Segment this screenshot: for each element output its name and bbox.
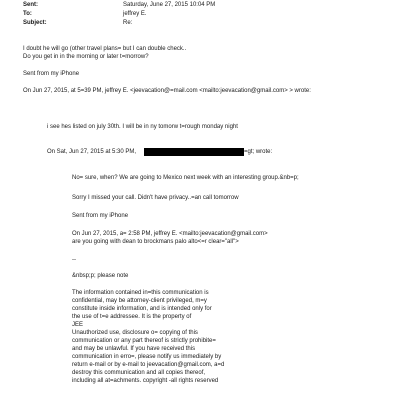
quote-header-2 — [47, 149, 136, 156]
disclaimer-line: communication or any part thereof is strictly prohibite= — [72, 338, 216, 344]
quote-header-3b: are you going with dean to brockmans palo alto<=r clear="all"> — [72, 239, 239, 245]
to-label: To: — [23, 11, 32, 17]
to-value: jeffrey E. — [123, 11, 147, 17]
disclaimer-line: communication in erro=, please notify us immediately by — [72, 354, 222, 360]
disclaimer-line: constitute inside information, and is intended only for — [72, 306, 212, 312]
header-to-row — [23, 11, 383, 19]
disclaimer-line: JEE — [72, 322, 84, 328]
disclaimer-line: The information contained in=this communication is — [72, 290, 209, 296]
quote-header-2-suffix: =gt; wrote: — [244, 149, 273, 155]
quoted-text-2a: No= sure, when? We are going to Mexico next week with an interesting group.&nb=p; — [72, 175, 299, 181]
quoted-text-1: i see hes listed on july 30th. I will be in ny tomorw t=rough monday night — [47, 124, 238, 130]
sent-value: Saturday, June 27, 2015 10:04 PM — [123, 2, 216, 8]
reply-line-2: Do you get in in the morning or later t=morrow? — [23, 54, 149, 60]
quoted-text-2b: Sorry I missed your call. Didn't have privacy..=an call tomorrow — [72, 195, 239, 201]
subject-value: Re: — [123, 20, 133, 26]
disclaimer-line: return e-mail or by e-mail to jeevacation@gmail.com, a=d — [72, 362, 225, 368]
reply-line-1: I doubt he will go (other travel plans= but I can double check.. — [23, 46, 187, 52]
subject-label: Subject: — [23, 20, 47, 26]
quoted-signature: Sent from my iPhone — [72, 213, 129, 219]
separator-dashes: -- — [72, 257, 76, 263]
disclaimer-line: and may be unlawful. If you have received this — [72, 346, 196, 352]
disclaimer-line: destroy this communication and all copies thereof, — [72, 370, 206, 376]
header-subject-row — [23, 20, 383, 28]
please-note: &nbsp;p; please note — [72, 273, 129, 279]
quote-header-2-prefix: On Sat, Jun 27, 2015 at 5:30 PM, — [47, 149, 137, 155]
disclaimer-line: the use of t=e addressee. It is the property of — [72, 314, 192, 320]
disclaimer-line: Unauthorized use, disclosure o= copying of this — [72, 330, 198, 336]
quote-header-3: On Jun 27, 2015, a= 2:58 PM, jeffrey E. <mailto:jeevacation@gmail.com> — [72, 231, 268, 237]
disclaimer-line: confidential, may be attorney-client privileged, m=y — [72, 298, 207, 304]
redaction-box — [144, 148, 244, 156]
sent-label: Sent: — [23, 2, 38, 8]
signature: Sent from my iPhone — [23, 71, 80, 77]
quote-header-1: On Jun 27, 2015, at 5=39 PM, jeffrey E. <jeevacation@=mail.com <mailto:jeevacation@gmail.com> > wrote: — [23, 88, 311, 94]
header-sent-row — [23, 2, 383, 10]
disclaimer-line: including all at=achments. copyright -all rights reserved — [72, 378, 219, 384]
